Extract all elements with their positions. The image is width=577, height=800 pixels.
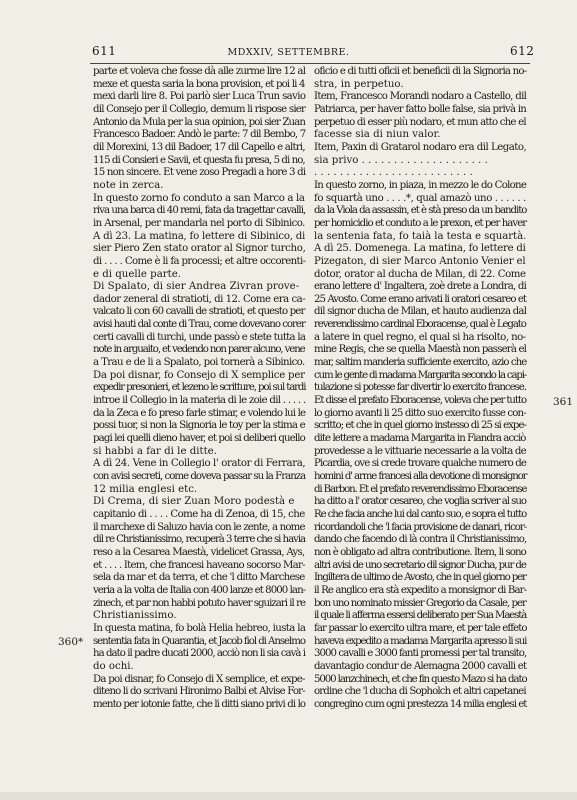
text-line: mar, saltim manderia sufficiente exercito, azio che [314, 357, 527, 369]
text-line: mexe et questa saria la bona provision, et poi li 4 [93, 78, 305, 90]
text-line: Christianissimo. [93, 610, 177, 622]
text-line: Et disse el prefato Eboracense, voleva che per tutto [314, 395, 527, 407]
text-line: expedir presonieri, et lezeno le scritture, poi sul tardi [93, 382, 306, 394]
text-line: dil Morexini, 13 dil Badoer, 17 dil Capello e altri, [93, 141, 305, 153]
text-line: homini d' arme francesi alla devotione di monsignor [314, 471, 527, 482]
text-line: mexi darli lire 8. Poi parlò sier Luca Trun savio [93, 91, 306, 103]
header-rule [90, 63, 530, 64]
text-line: et . . . . Item, che francesi haveano socorso Mar- [93, 559, 305, 571]
text-line: altri avisi de uno secretario dil signor Ducha, pur de [314, 559, 526, 571]
text-line: sia privo . . . . . . . . . . . . . . . . . . . . [314, 154, 488, 166]
margin-note-right: 361 [553, 396, 574, 408]
text-line: A dì 25. Domenega. La matina, fo lettere di [314, 243, 526, 255]
text-line: 115 di Consieri e Savii, et questa fu presa, 5 di no, [93, 154, 305, 166]
text-line: e di quelle parte. [93, 268, 182, 280]
text-line: a Trau e de li a Spalato, poi tornerà a Sibinico. [93, 357, 305, 369]
text-line: stra, in perpetuo. [314, 78, 404, 90]
text-line: dador zeneral di stratioti, di 12. Come era ca- [93, 293, 306, 305]
right-text-column [314, 66, 526, 711]
text-line: parte et voleva che fosse dà alle zurme lire 12 al [93, 66, 306, 77]
text-line: lo giorno avanti li 25 ditto suo exercito fusse con- [314, 407, 526, 419]
text-line: dil Consejo per il Collegio, demum li rispose sier [93, 103, 306, 115]
text-line: 12 milia englesi etc. [93, 483, 198, 495]
text-line: dil re Christianissimo, recuperà 3 terre che si havia [93, 534, 306, 546]
text-line: per homicidio et conduto a le prexon, et per haver [314, 217, 527, 229]
right-page-number: 612 [510, 44, 535, 58]
text-line: ha dato il padre ducati 2000, acciò non li sia cavà i [93, 648, 306, 660]
text-line: di Barbon. Et el prefato reverendissimo Eboracense [314, 483, 527, 495]
text-line: Item, Francesco Morandi nodaro a Castello, dil [314, 91, 527, 103]
text-line: In questa matina, fo bolà Helia hebreo, iusta la [93, 622, 306, 634]
left-text-column [93, 66, 305, 711]
text-line: ricordandoli che 'l facia provisione de danari, ricor- [314, 521, 527, 533]
text-line: reso a la Cesarea Maestà, videlicet Grassa, Ays, [93, 546, 305, 558]
text-line: ha ditto a l' orator cesareo, che voglia scriver al suo [314, 496, 526, 508]
text-line: erano lettere d' Ingaltera, zoè drete a Londra, di [314, 281, 527, 293]
text-line: Da poi disnar, fo Consejo di X semplice, et expe- [93, 673, 305, 685]
text-line: Da poi disnar, fo Consejo di X semplice per [93, 369, 305, 381]
text-line: bon uno nominato missier Gregorio da Casale, per [314, 597, 526, 609]
text-line: scritto; et che in quel giorno instesso di 25 si expe- [314, 420, 527, 432]
text-line: diteno li do scrivani Hironimo Balbi et Alvise For- [93, 686, 305, 698]
text-line: capitanio di . . . . Come ha di Zenoa, di 15, che [93, 508, 305, 520]
text-line: 25 Avosto. Come erano arivati li oratori cesareo et [314, 293, 527, 305]
text-line: valcato li con 60 cavalli de stratioti, et questo per [93, 306, 305, 318]
text-line: avisi hauti dal conte di Trau, come dovevano corer [93, 319, 305, 331]
margin-note-left: 360* [58, 636, 84, 648]
text-line: veria a la volta de Italia con 400 lanze et 8000 lan- [93, 584, 306, 596]
text-line: Item, Paxin di Gratarol nodaro era dil Legato, [314, 141, 527, 153]
text-line: davantagio condur de Alemagna 2000 cavalli et [314, 660, 527, 672]
text-line: Francesco Badoer. Andò le parte: 7 dil Bembo, 7 [93, 129, 306, 141]
text-line: il Re anglico era stà expedito a monsignor di Bar- [314, 584, 527, 596]
text-line: provedesse a le vittuarie necessarie a la volta de [314, 445, 526, 457]
text-line: oficio e di tutti oficii et beneficii di la Signoria no- [314, 66, 527, 77]
text-line: Ingiltera de ultimo de Avosto, che in quel giorno per [314, 572, 526, 584]
text-line: si habbi a far di le ditte. [93, 445, 217, 457]
text-line: Re che facia anche lui dal canto suo, e sopra el tutto [314, 508, 527, 520]
text-line: zinech, et par non habbi potuto haver sguizari il re [93, 597, 306, 609]
text-line: facesse sia di niun valor. [314, 129, 441, 141]
text-line: da la Viola da assassin, et è stà preso da un bandito [314, 205, 527, 217]
text-line: haveva expedito a madama Margarita apresso li sui [314, 635, 527, 647]
text-line: dotor, orator al ducha de Milan, di 22. Come [314, 268, 526, 280]
text-line: In questo zorno, in piaza, in mezzo le do Colone [314, 179, 527, 191]
text-line: sier Piero Zen stato orator al Signor turcho, [93, 243, 306, 255]
text-line: dite lettere a madama Margarita in Fiandra acciò [314, 433, 526, 445]
text-line: perpetuo di esser più nodaro, et mun atto che el [314, 116, 526, 128]
text-line: sententia fata in Quarantia, et Jacob fiol di Anselmo [93, 635, 305, 647]
text-line: possi tuor, si non la Signoria le toy per la stima e [93, 420, 305, 432]
text-line: introe il Collegio in la materia di le zoie dil . . . . . [93, 395, 306, 407]
text-line: di . . . . Come è li fa processi; et altre occorenti- [93, 255, 306, 267]
text-line: a latere in quel regno, el qual si ha risolto, no- [314, 331, 526, 343]
text-line: mento per iotonie fatte, che li ditti siano privi di lo [93, 698, 306, 710]
text-line: Di Spalato, di sier Andrea Zivran prove- [93, 281, 300, 293]
text-line: Patriarca, per haver fatto bolle false, sia privà in [314, 103, 527, 115]
text-line: reverendissimo cardinal Eboracense, qual è Legato [314, 319, 526, 331]
text-line: cum le gente di madama Margarita secondo la capi- [314, 369, 527, 381]
text-line: Picardia, ove si crede trovare qualche numero de [314, 458, 526, 470]
text-line: In questo zorno fo conduto a san Marco a la [93, 192, 305, 204]
text-line: dando che facendo di là contra il Christianissimo, [314, 534, 527, 546]
text-line: Di Crema, di sier Zuan Moro podestà e [93, 496, 295, 508]
text-line: la sentenia fata, fo taià la testa e squartà. [314, 230, 527, 242]
text-line: certi cavalli di turchi, unde passò e stete tutta la [93, 331, 306, 343]
text-line: sela da mar et da terra, et che 'l ditto Marchese [93, 572, 305, 584]
text-line: far passar lo exercito ultra mare, et per tale effeto [314, 622, 527, 634]
text-line: ordine che 'l ducha di Sopholch et altri capetanei [314, 686, 526, 698]
text-line: 15 non sincere. Et vene zoso Pregadi a hore 3 di [93, 167, 306, 179]
text-line: Antonio da Mula per la sua opinion, poi sier Zuan [93, 116, 306, 128]
text-line: il marchexe di Saluzo havia con le zente, a nome [93, 521, 305, 533]
text-line: 3000 cavalli e 3000 fanti promessi per tal transito, [314, 648, 527, 660]
text-line: note in zerca. [93, 179, 164, 191]
text-line: 5000 lanzchinech, et che fin questo Mazo si ha dato [314, 673, 527, 685]
text-line: congregino cum ogni prestezza 14 milia englesi et [314, 698, 527, 710]
text-line: il quale li afferma essersi deliberato per Sua Maestà [314, 610, 527, 622]
text-line: pagi lei quelli dieno haver, et poi si deliberi quello [93, 433, 305, 445]
text-line: riva una barca di 40 remi, fata da tragettar cavalli, [93, 205, 306, 217]
text-line: fo squartà uno . . . .*, qual amazò uno . . . . . . [314, 192, 526, 204]
text-line: A dì 23. La matina, fo lettere di Sibinico, di [93, 230, 306, 242]
text-line: tulazione si potesse far divertir lo exercito francese. [314, 382, 526, 394]
text-line: non è obligato ad altra contributione. Item, li sono [314, 546, 526, 558]
text-line: in Arsenal, per mandarla nel porto di Sibinico. [93, 217, 305, 229]
page-bottom-edge [0, 792, 577, 800]
text-line: . . . . . . . . . . . . . . . . . . . . . . . . . [314, 167, 473, 179]
text-line: dil signor ducha de Milan, et hauto audienza dal [314, 306, 527, 318]
text-line: con avisi secreti, come doveva passar su la Franza [93, 471, 306, 482]
text-line: A dì 24. Vene in Collegio l' orator di Ferrara, [93, 458, 306, 470]
text-line: Pizegaton, di sier Marco Antonio Venier el [314, 255, 526, 267]
text-line: note in arguaito, et vedendo non parer alcuno, vene [93, 344, 305, 356]
text-line: mine Regis, che se quella Maestà non passerà el [314, 344, 527, 356]
running-title: MDXXIV, SETTEMBRE. [227, 47, 350, 58]
text-line: da la Zeca e fo preso farle stimar, e volendo lui le [93, 407, 306, 419]
left-page-number: 611 [92, 44, 117, 58]
text-line: do ochi. [93, 660, 134, 672]
